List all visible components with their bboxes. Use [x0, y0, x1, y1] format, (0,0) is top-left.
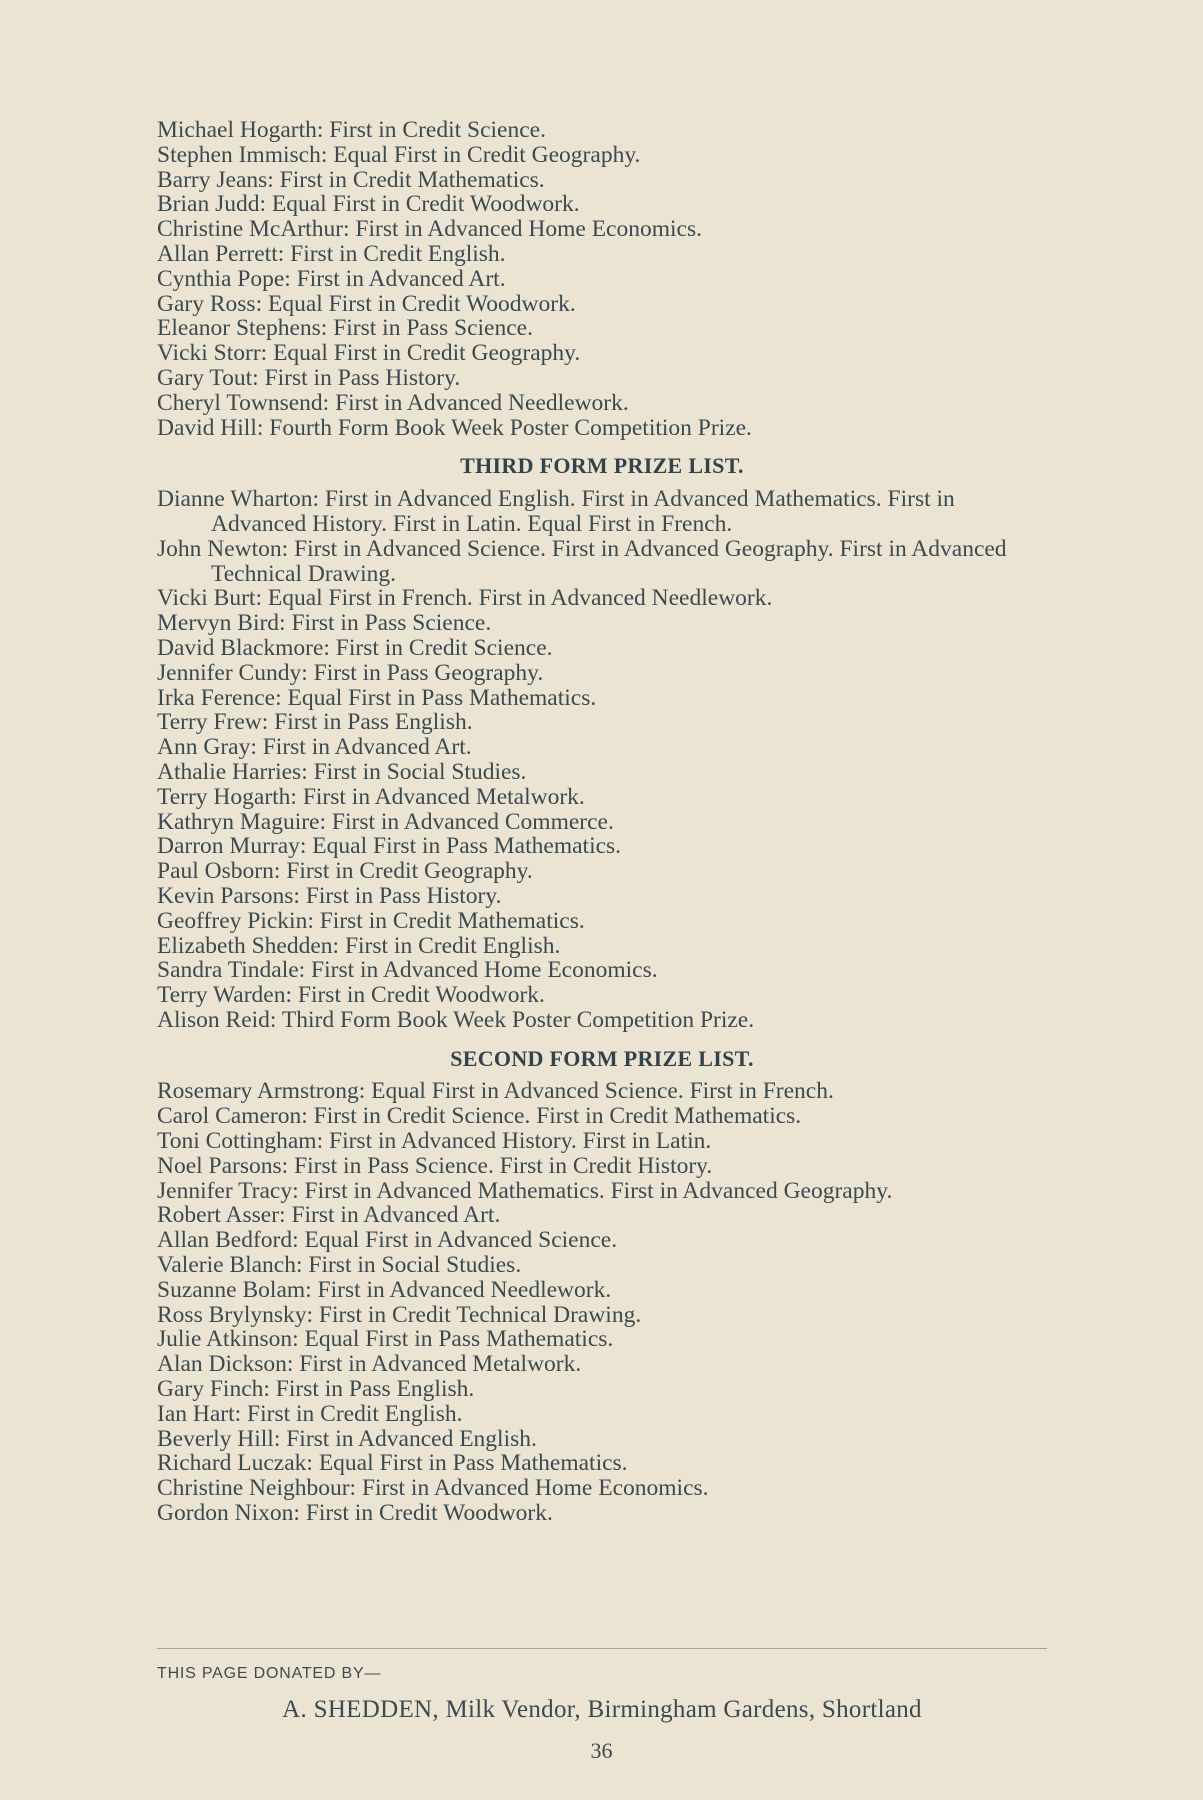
prize-entry: Allan Perrett: First in Credit English. — [157, 240, 506, 267]
prize-entry: Cheryl Townsend: First in Advanced Needlework. — [157, 389, 629, 416]
prize-entry: Irka Ference: Equal First in Pass Mathematics. — [157, 684, 597, 711]
prize-entry: John Newton: First in Advanced Science. First in Advanced Geography. First in Advanced Technical Drawing. — [157, 535, 1007, 587]
prize-entry: Toni Cottingham: First in Advanced History. First in Latin. — [157, 1128, 712, 1155]
prize-entry: Gary Ross: Equal First in Credit Woodwork. — [157, 290, 576, 317]
page-number: 36 — [590, 1738, 613, 1763]
prize-entry: Julie Atkinson: Equal First in Pass Mathematics. — [157, 1326, 614, 1353]
prize-entry: Barry Jeans: First in Credit Mathematics. — [157, 166, 545, 193]
donor-line: A. SHEDDEN, Milk Vendor, Birmingham Gardens, Shortland — [282, 1696, 922, 1723]
prize-entry: Alison Reid: Third Form Book Week Poster Competition Prize. — [157, 1006, 755, 1033]
prize-entry: David Blackmore: First in Credit Science. — [157, 634, 553, 661]
prize-entry: Geoffrey Pickin: First in Credit Mathematics. — [157, 907, 585, 934]
third-form-list — [157, 487, 1047, 1033]
prize-entry: Eleanor Stephens: First in Pass Science. — [157, 315, 533, 342]
prize-entry: Kathryn Maguire: First in Advanced Commerce. — [157, 808, 614, 835]
donated-by-label: THIS PAGE DONATED BY— — [157, 1665, 382, 1682]
footer-divider — [157, 1648, 1047, 1649]
prize-entry: Suzanne Bolam: First in Advanced Needlework. — [157, 1276, 612, 1303]
prize-entry: Gordon Nixon: First in Credit Woodwork. — [157, 1500, 553, 1527]
prize-entry: Brian Judd: Equal First in Credit Woodwork. — [157, 191, 580, 218]
second-form-heading: SECOND FORM PRIZE LIST. — [450, 1045, 754, 1071]
prize-entry: Mervyn Bird: First in Pass Science. — [157, 610, 492, 637]
prize-entry: Beverly Hill: First in Advanced English. — [157, 1425, 537, 1452]
prize-entry: Vicki Burt: Equal First in French. First in Advanced Needlework. — [157, 585, 773, 612]
prize-entry: Michael Hogarth: First in Credit Science. — [157, 117, 546, 143]
prize-entry: Noel Parsons: First in Pass Science. First in Credit History. — [157, 1152, 713, 1179]
third-form-heading: THIRD FORM PRIZE LIST. — [460, 453, 744, 479]
prize-entry: Rosemary Armstrong: Equal First in Advanced Science. First in French. — [157, 1078, 834, 1105]
prize-entry: Ann Gray: First in Advanced Art. — [157, 734, 472, 761]
prize-entry: Vicki Storr: Equal First in Credit Geography. — [157, 340, 581, 367]
fourth-form-list — [157, 118, 1047, 440]
prize-entry: Christine Neighbour: First in Advanced Home Economics. — [157, 1475, 709, 1502]
prize-list-content — [157, 118, 1047, 1526]
prize-entry: Terry Warden: First in Credit Woodwork. — [157, 982, 545, 1009]
prize-entry: Richard Luczak: Equal First in Pass Mathematics. — [157, 1450, 628, 1477]
prize-entry: Dianne Wharton: First in Advanced English. First in Advanced Mathematics. First in Advanced History. First in Latin. Equal First in French. — [157, 486, 955, 537]
prize-entry: Darron Murray: Equal First in Pass Mathematics. — [157, 833, 622, 860]
prize-entry: Elizabeth Shedden: First in Credit English. — [157, 932, 561, 959]
prize-entry: David Hill: Fourth Form Book Week Poster Competition Prize. — [157, 414, 752, 441]
prize-entry: Stephen Immisch: Equal First in Credit Geography. — [157, 141, 641, 168]
prize-entry: Gary Finch: First in Pass English. — [157, 1376, 475, 1403]
prize-entry: Paul Osborn: First in Credit Geography. — [157, 858, 533, 885]
prize-entry: Ross Brylynsky: First in Credit Technical Drawing. — [157, 1301, 642, 1328]
prize-entry: Jennifer Tracy: First in Advanced Mathematics. First in Advanced Geography. — [157, 1177, 893, 1204]
prize-entry: Ian Hart: First in Credit English. — [157, 1400, 463, 1427]
prize-entry: Valerie Blanch: First in Social Studies. — [157, 1252, 522, 1279]
prize-entry: Alan Dickson: First in Advanced Metalwork. — [157, 1351, 582, 1378]
prize-entry: Terry Hogarth: First in Advanced Metalwork. — [157, 783, 585, 810]
prize-entry: Gary Tout: First in Pass History. — [157, 364, 461, 391]
prize-entry: Athalie Harries: First in Social Studies. — [157, 758, 527, 785]
prize-entry: Kevin Parsons: First in Pass History. — [157, 882, 502, 909]
prize-entry: Christine McArthur: First in Advanced Home Economics. — [157, 216, 702, 243]
second-form-list — [157, 1079, 1047, 1525]
prize-entry: Allan Bedford: Equal First in Advanced Science. — [157, 1227, 618, 1254]
prize-entry: Jennifer Cundy: First in Pass Geography. — [157, 659, 544, 686]
prize-entry: Carol Cameron: First in Credit Science. First in Credit Mathematics. — [157, 1103, 802, 1130]
prize-entry: Sandra Tindale: First in Advanced Home Economics. — [157, 957, 658, 984]
prize-entry: Cynthia Pope: First in Advanced Art. — [157, 265, 506, 292]
prize-entry: Robert Asser: First in Advanced Art. — [157, 1202, 501, 1229]
prize-entry: Terry Frew: First in Pass English. — [157, 709, 473, 736]
